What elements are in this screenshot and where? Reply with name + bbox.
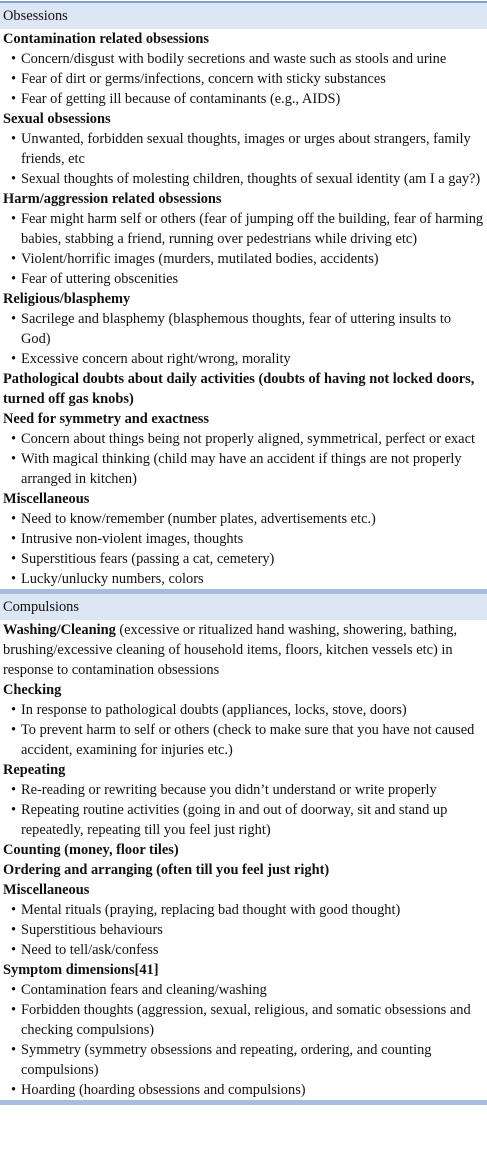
list-item: • Intrusive non-violent images, thoughts [0, 529, 487, 549]
list-item: • Superstitious fears (passing a cat, cemetery) [0, 549, 487, 569]
list-item: • Hoarding (hoarding obsessions and compulsions) [0, 1080, 487, 1100]
bullet-list [0, 900, 487, 960]
group-heading: Counting (money, floor tiles) [3, 842, 179, 858]
list-item: • Repeating routine activities (going in and out of doorway, sit and stand up repeatedly, repeating till you feel just right) [0, 800, 487, 840]
paragraph-text: (excessive or ritualized hand washing, showering, bathing, brushing/excessive cleaning of household items, floors, kitchen vessels etc) in response to contamination obsessions [3, 622, 458, 678]
list-item: • Concern about things being not properly aligned, symmetrical, perfect or exact [0, 429, 487, 449]
list-item: • With magical thinking (child may have an accident if things are not properly arranged in kitchen) [0, 449, 487, 489]
group-heading: Miscellaneous [3, 882, 90, 898]
bullet-list [0, 429, 487, 489]
list-item: • Excessive concern about right/wrong, morality [0, 349, 487, 369]
compulsions-body [0, 620, 487, 1100]
group-heading: Pathological doubts about daily activities (doubts of having not locked doors, turned off gas knobs) [3, 371, 475, 407]
bullet-list [0, 49, 487, 109]
washing-paragraph [0, 620, 487, 680]
list-item: • In response to pathological doubts (appliances, locks, stove, doors) [0, 700, 487, 720]
list-item: • Unwanted, forbidden sexual thoughts, images or urges about strangers, family friends, etc [0, 129, 487, 169]
group-heading: Religious/blasphemy [3, 291, 131, 307]
group-heading: Contamination related obsessions [3, 31, 210, 47]
list-item: • Fear of uttering obscenities [0, 269, 487, 289]
group-heading: Symptom dimensions[41] [3, 962, 159, 978]
bullet-list [0, 780, 487, 840]
bullet-list [0, 700, 487, 760]
list-item: • Need to know/remember (number plates, advertisements etc.) [0, 509, 487, 529]
list-item: • Fear of getting ill because of contaminants (e.g., AIDS) [0, 89, 487, 109]
group-heading: Checking [3, 682, 62, 698]
group-heading: Miscellaneous [3, 491, 90, 507]
group-heading: Washing/Cleaning [3, 622, 116, 638]
list-item: • Symmetry (symmetry obsessions and repeating, ordering, and counting compulsions) [0, 1040, 487, 1080]
bullet-list [0, 309, 487, 369]
group-heading: Repeating [3, 762, 66, 778]
list-item: • Sexual thoughts of molesting children, thoughts of sexual identity (am I a gay?) [0, 169, 487, 189]
list-item: • Sacrilege and blasphemy (blasphemous thoughts, fear of uttering insults to God) [0, 309, 487, 349]
group-heading: Need for symmetry and exactness [3, 411, 209, 427]
list-item: • Need to tell/ask/confess [0, 940, 487, 960]
table-bottom-rule [0, 1100, 487, 1105]
list-item: • Fear might harm self or others (fear of jumping off the building, fear of harming babies, stabbing a friend, running over pedestrians while driving etc) [0, 209, 487, 249]
list-item: • Superstitious behaviours [0, 920, 487, 940]
bullet-list [0, 509, 487, 589]
group-heading: Ordering and arranging (often till you feel just right) [3, 862, 330, 878]
group-heading: Harm/aggression related obsessions [3, 191, 222, 207]
list-item: • Fear of dirt or germs/infections, concern with sticky substances [0, 69, 487, 89]
group-heading: Sexual obsessions [3, 111, 111, 127]
symptom-table [0, 1, 487, 1105]
obsessions-header: Obsessions [0, 3, 487, 29]
list-item: • Lucky/unlucky numbers, colors [0, 569, 487, 589]
obsessions-body [0, 29, 487, 589]
list-item: • Forbidden thoughts (aggression, sexual, religious, and somatic obsessions and checking compulsions) [0, 1000, 487, 1040]
list-item: • Contamination fears and cleaning/washing [0, 980, 487, 1000]
bullet-list [0, 980, 487, 1100]
bullet-list [0, 129, 487, 189]
list-item: • Concern/disgust with bodily secretions and waste such as stools and urine [0, 49, 487, 69]
list-item: • Violent/horrific images (murders, mutilated bodies, accidents) [0, 249, 487, 269]
list-item: • Re-reading or rewriting because you didn’t understand or write properly [0, 780, 487, 800]
list-item: • Mental rituals (praying, replacing bad thought with good thought) [0, 900, 487, 920]
compulsions-header: Compulsions [0, 594, 487, 620]
list-item: • To prevent harm to self or others (check to make sure that you have not caused accident, examining for injuries etc.) [0, 720, 487, 760]
bullet-list [0, 209, 487, 289]
